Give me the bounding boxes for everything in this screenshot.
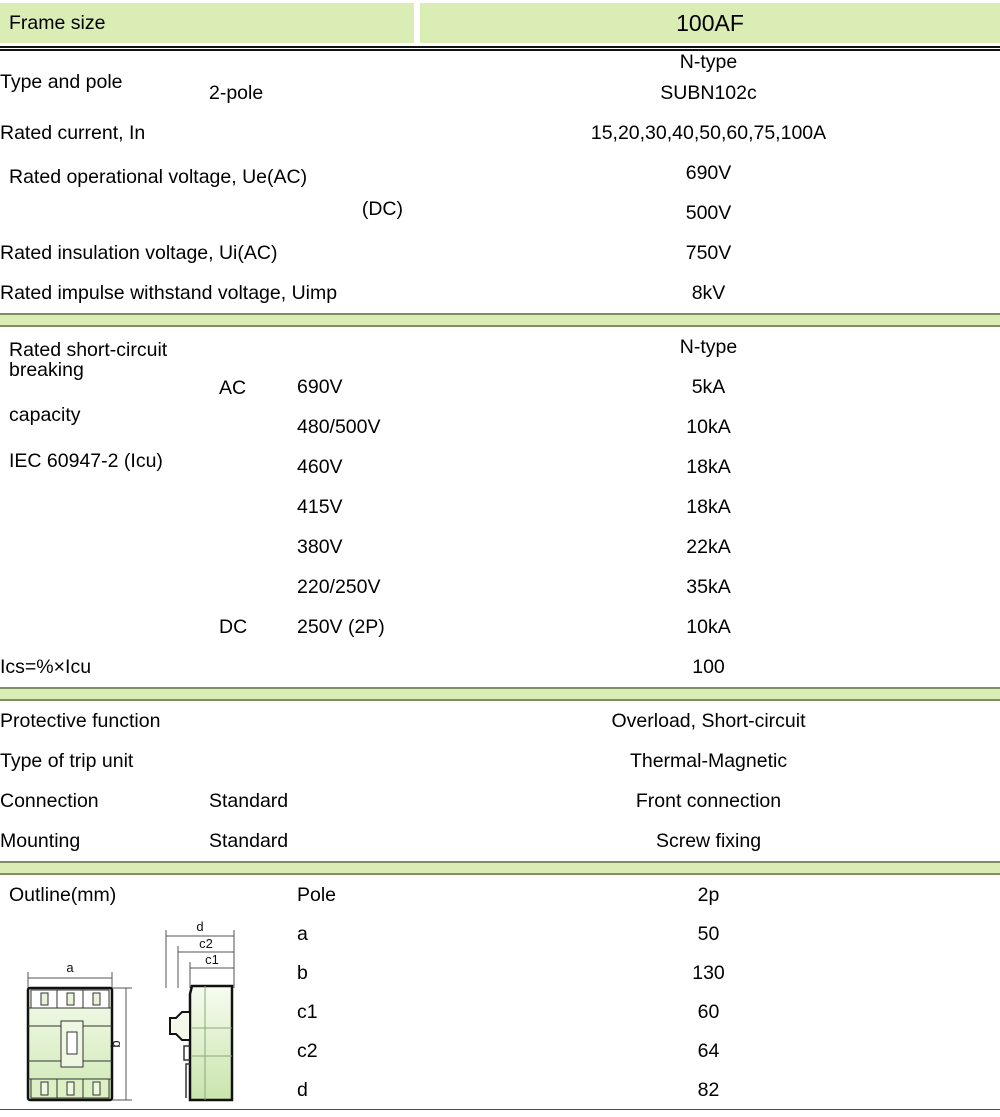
outline-dim-value: 64 [697,1039,720,1062]
outline-dim-value: 50 [697,922,720,945]
connection-value: Front connection [635,790,782,813]
table-row [0,113,1000,153]
breaking-capacity-label-line2: capacity [9,404,81,427]
dc-group-label: DC [219,616,248,639]
rated-impulse-voltage-value: 8kV [691,282,726,305]
ac-voltage-label: 220/250V [297,576,381,599]
dimension-label-c2: c2 [199,936,213,952]
trip-unit-label: Type of trip unit [0,750,134,773]
rated-operational-voltage-label [0,153,417,233]
outline-dim-label: c2 [297,1039,318,1062]
breaking-type-value: N-type [679,336,738,359]
ac-breaking-value: 5kA [691,376,726,399]
breaking-capacity-label [0,327,209,647]
table-row [0,327,1000,367]
rated-impulse-voltage-label: Rated impulse withstand voltage, Uimp [0,282,338,305]
protective-function-value: Overload, Short-circuit [611,710,806,733]
ac-group-label: AC [219,377,247,400]
function-table [0,701,1000,861]
dimension-label-d: d [196,919,204,935]
pole-count-label: 2-pole [209,82,264,105]
rated-operational-voltage-ac-value: 690V [685,162,732,185]
table-row [0,875,1000,914]
ac-voltage-label: 460V [297,456,343,479]
ics-value: 100 [692,656,725,679]
outline-dim-value: 130 [692,961,725,984]
mounting-label: Mounting [0,830,81,853]
outline-table [0,875,1000,1110]
basic-ratings-table [0,51,1000,313]
table-row [0,781,1000,821]
rated-current-value: 15,20,30,40,50,60,75,100A [590,122,827,145]
ac-breaking-value: 35kA [686,576,731,599]
breaking-capacity-table [0,327,1000,687]
outline-dim-label: c1 [297,1000,318,1023]
pole-model-value: SUBN102c [660,82,757,105]
frame-size-label: Frame size [9,11,106,34]
table-row [0,821,1000,861]
connection-label: Connection [0,790,99,813]
dimension-label-c1: c1 [205,952,219,968]
section-separator-1 [0,313,1000,327]
dc-voltage-label: 250V (2P) [297,616,385,639]
protective-function-label: Protective function [0,710,161,733]
ac-voltage-label: 415V [297,496,343,519]
ac-breaking-value: 10kA [686,416,731,439]
breaking-capacity-label-line3: IEC 60947-2 (Icu) [9,449,163,472]
ac-breaking-value: 22kA [686,536,731,559]
dimension-label-b: b [108,1040,123,1049]
connection-sub-label: Standard [209,790,289,813]
frame-size-label-cell [0,3,414,43]
outline-dim-value: 60 [697,1000,720,1023]
breaking-type-sub-blank [209,327,417,367]
frame-size-value: 100AF [676,9,744,36]
ics-label: Ics=%×Icu [0,656,92,679]
rated-operational-voltage-label-ac: Rated operational voltage, Ue(AC) [9,166,308,188]
ac-voltage-label: 380V [297,536,343,559]
dimension-label-a: a [66,960,74,976]
breaking-capacity-label-line1: Rated short-circuit breaking [9,339,168,381]
outline-dim-value: 2p [697,883,720,906]
table-row [0,233,1000,273]
ac-voltage-label: 480/500V [297,416,381,439]
mounting-sub-label: Standard [209,830,289,853]
outline-dim-label: b [297,961,308,984]
ac-breaking-value: 18kA [686,496,731,519]
outline-drawing-cell [0,875,297,1110]
table-row [0,273,1000,313]
rated-current-label: Rated current, In [0,122,146,145]
outline-dim-value: 82 [697,1078,720,1101]
mounting-value: Screw fixing [655,830,762,853]
frame-size-value-cell [420,3,1000,43]
table-row [0,741,1000,781]
table-row [0,51,1000,73]
outline-dim-label: a [297,922,308,945]
frame-size-header [0,0,1000,46]
table-row [0,647,1000,687]
type-and-pole-sub-blank [209,51,417,73]
type-and-pole-value: N-type [679,51,738,73]
table-row [0,701,1000,741]
ac-voltage-label: 690V [297,376,343,399]
outline-title: Outline(mm) [9,884,117,907]
trip-unit-value: Thermal-Magnetic [629,750,788,773]
dc-breaking-value: 10kA [686,616,731,639]
rated-operational-voltage-dc-value: 500V [685,202,732,225]
table-row [0,153,1000,193]
type-and-pole-label: Type and pole [0,71,123,93]
breaker-outline-drawing [0,916,290,1106]
rated-insulation-voltage-label: Rated insulation voltage, Ui(AC) [0,242,278,265]
outline-dim-label: d [297,1078,308,1101]
outline-dim-label: Pole [297,883,337,906]
section-separator-3 [0,861,1000,875]
rated-insulation-voltage-value: 750V [685,242,732,265]
ac-breaking-value: 18kA [686,456,731,479]
section-separator-2 [0,687,1000,701]
rated-operational-voltage-label-dc: (DC) [361,198,403,221]
